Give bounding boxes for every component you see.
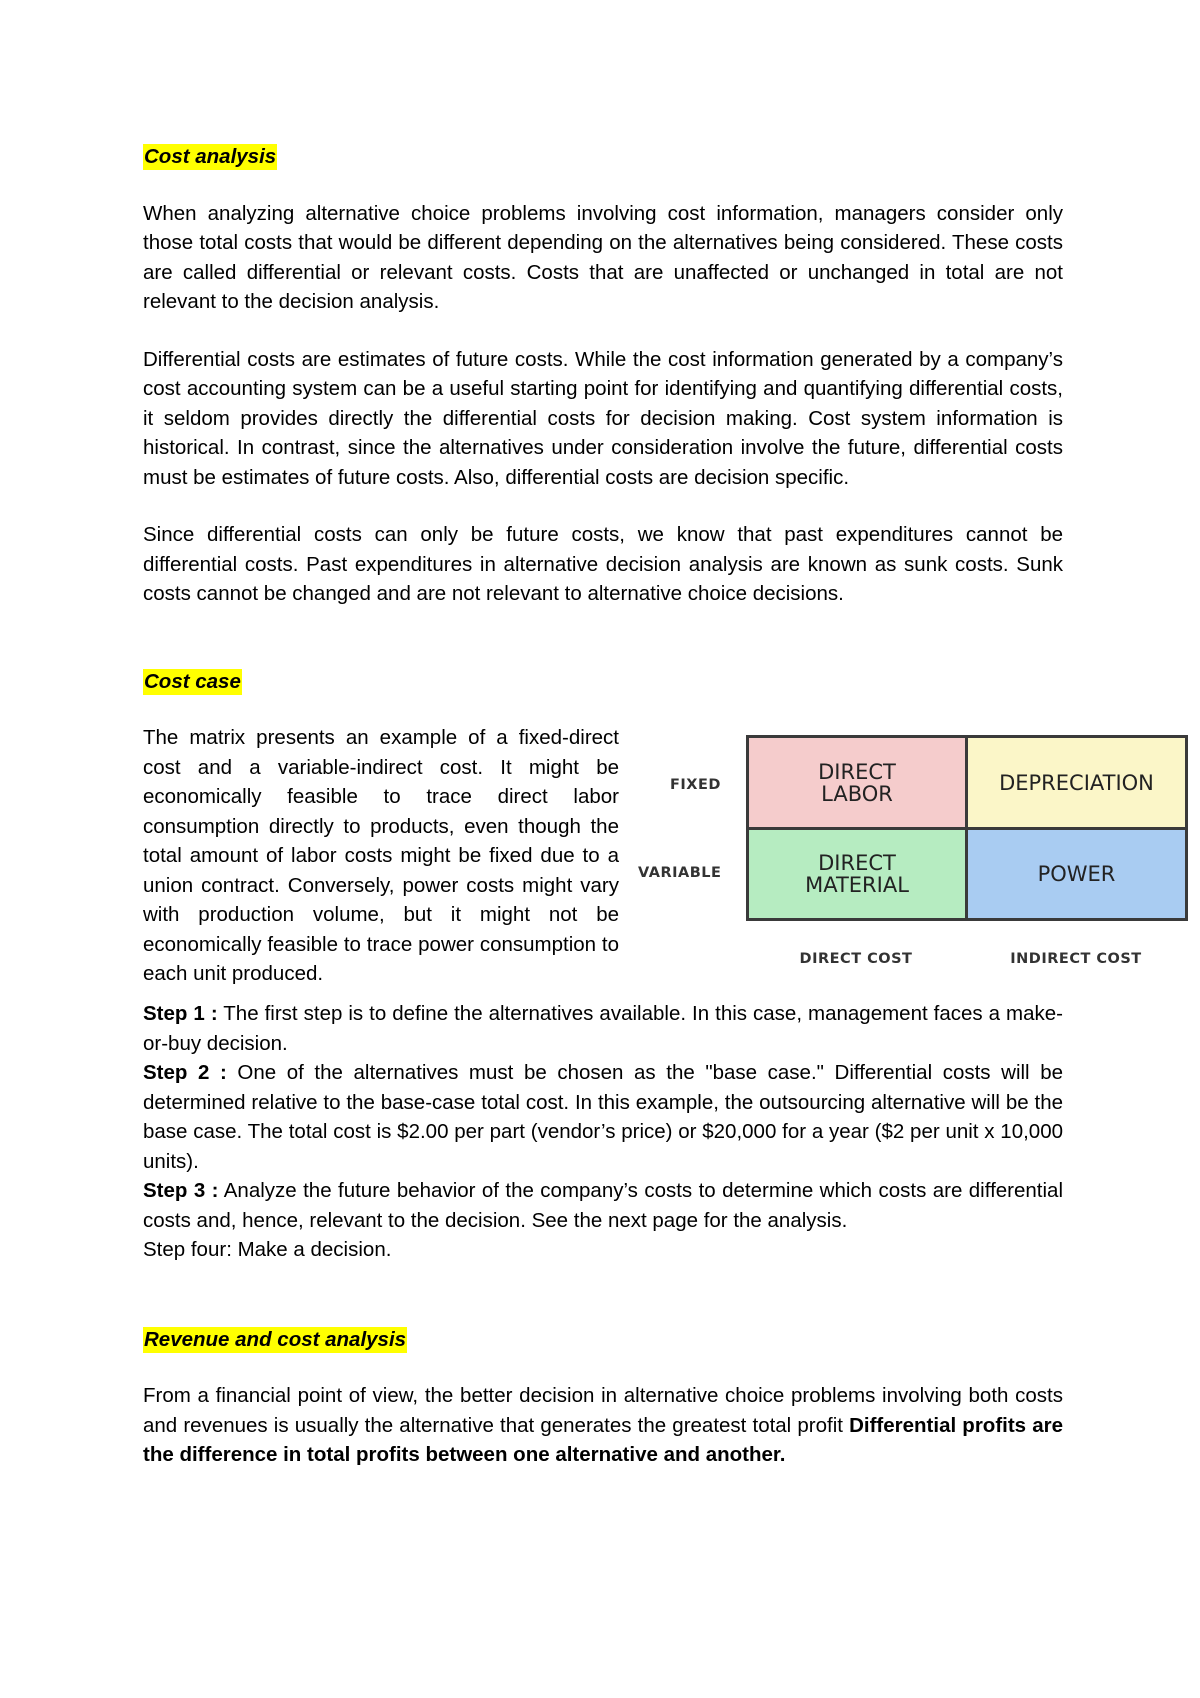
paragraph-revenue-cost: [143, 1381, 1063, 1470]
paragraph-cost-analysis-1: When analyzing alternative choice problems involving cost information, managers consider only those total costs that would be different depending on the alternatives being considered. These costs are called differential or relevant costs. Costs that are unaffected or unchanged in total are not relevant to the decision analysis.: [143, 201, 1063, 313]
steps-list: [143, 999, 1063, 1265]
step-1-text: The first step is to define the alternatives available. In this case, management faces a make-or-buy decision.: [143, 1002, 1064, 1055]
matrix-col-label-direct: DIRECT COST: [799, 951, 913, 967]
step-1: [143, 999, 1063, 1058]
step-3: [143, 1176, 1063, 1235]
step-3-text: Analyze the future behavior of the company’s costs to determine which costs are differential costs and, hence, relevant to the decision. See the next page for the analysis.: [143, 1179, 1063, 1232]
cost-matrix: [638, 735, 1154, 975]
matrix-row-label-fixed: FIXED: [670, 777, 721, 793]
matrix-grid: [746, 735, 1188, 921]
heading-cost-case: Cost case: [144, 669, 241, 693]
step-2: [143, 1058, 1063, 1176]
document-page: [143, 142, 1154, 1470]
paragraph-revenue-cost-text: From a financial point of view, the better decision in alternative choice problems involving both costs and revenues is usually the alternative that generates the greatest total profit: [143, 1384, 1063, 1437]
step-2-label: Step 2 :: [143, 1061, 227, 1084]
heading-cost-analysis: Cost analysis: [144, 145, 277, 168]
heading-revenue-cost-analysis: Revenue and cost analysis: [144, 1327, 407, 1351]
matrix-row-label-variable: VARIABLE: [638, 865, 722, 881]
matrix-cell-depreciation: DEPRECIATION: [968, 738, 1185, 830]
step-3-label: Step 3 :: [143, 1179, 219, 1202]
matrix-cell-direct-material: DIRECT MATERIAL: [749, 830, 968, 918]
step-1-label: Step 1 :: [143, 1002, 218, 1025]
matrix-cell-power: POWER: [968, 830, 1185, 918]
matrix-cell-direct-labor: DIRECT LABOR: [749, 738, 968, 830]
step-4: Step four: Make a decision.: [143, 1238, 392, 1261]
cost-case-row: [143, 723, 1154, 985]
paragraph-cost-analysis-2: Differential costs are estimates of future costs. While the cost information generated by a company’s cost accounting system can be a useful starting point for identifying and quantifying differential costs, it seldom provides directly the differential costs for decision making. Cost system information is historical. In contrast, since the alternatives under consideration involve the future, differential costs must be estimates of future costs. Also, differential costs are decision specific.: [143, 347, 1063, 489]
paragraph-cost-analysis-3: Since differential costs can only be future costs, we know that past expenditures cannot be differential costs. Past expenditures in alternative decision analysis are known as sunk costs. Sunk costs cannot be changed and are not relevant to alternative choice decisions.: [143, 523, 1063, 605]
paragraph-revenue-cost-bold: Differential profits are the difference in total profits between one alternative and another.: [143, 1413, 1063, 1466]
step-2-text: One of the alternatives must be chosen as the "base case." Differential costs will be determined relative to the base-case total cost. In this example, the outsourcing alternative will be the base case. The total cost is $2.00 per part (vendor’s price) or $20,000 for a year ($2 per unit x 10,000 units).: [143, 1061, 1063, 1173]
paragraph-matrix-explanation: The matrix presents an example of a fixed-direct cost and a variable-indirect cost. It might be economically feasible to trace direct labor consumption directly to products, even though the total amount of labor costs might be fixed due to a union contract. Conversely, power costs might vary with production volume, but it might not be economically feasible to trace power consumption to each unit produced.: [143, 726, 619, 985]
matrix-col-label-indirect: INDIRECT COST: [1010, 951, 1142, 967]
